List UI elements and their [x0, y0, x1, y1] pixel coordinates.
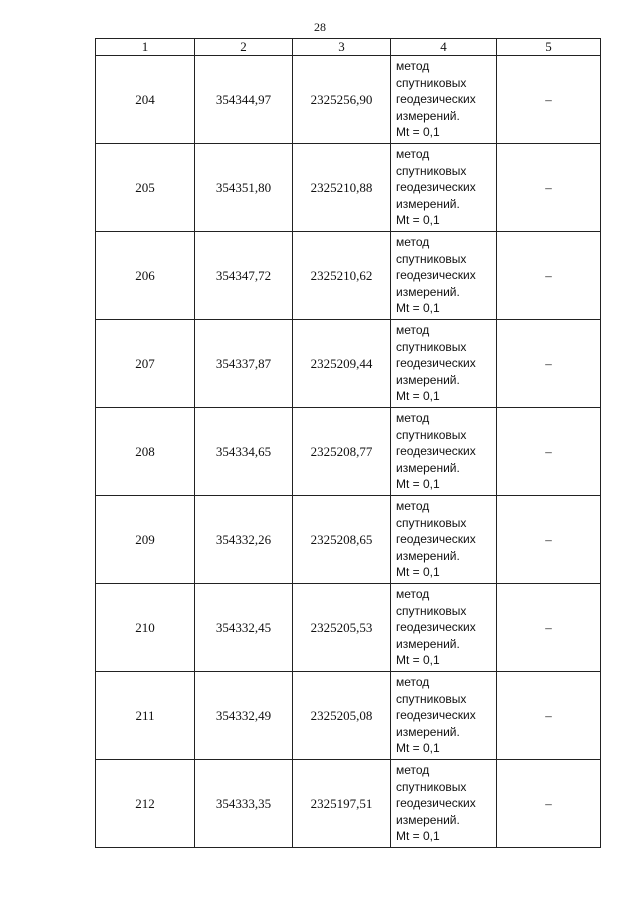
page-number: 28	[314, 20, 326, 34]
column-header: 2	[195, 39, 293, 56]
point-number-cell: 212	[96, 760, 195, 848]
y-coordinate-cell: 2325208,65	[293, 496, 391, 584]
method-line: метод	[396, 235, 430, 250]
method-line: метод	[396, 323, 430, 338]
note-cell: –	[497, 56, 601, 144]
method-cell	[391, 760, 497, 848]
method-line: спутниковых	[396, 691, 467, 706]
method-line: метод	[396, 499, 430, 514]
note-cell: –	[497, 320, 601, 408]
table-body	[96, 56, 601, 848]
coordinates-table	[95, 38, 601, 848]
note-cell: –	[497, 232, 601, 320]
method-line: геодезических	[396, 532, 476, 547]
method-line: спутниковых	[396, 427, 467, 442]
y-coordinate-cell: 2325256,90	[293, 56, 391, 144]
table-row	[96, 144, 601, 232]
x-coordinate-cell: 354337,87	[195, 320, 293, 408]
method-cell	[391, 672, 497, 760]
note-cell: –	[497, 760, 601, 848]
column-header: 5	[497, 39, 601, 56]
method-line: метод	[396, 587, 430, 602]
method-cell	[391, 584, 497, 672]
method-line: геодезических	[396, 180, 476, 195]
table-row	[96, 672, 601, 760]
method-line: измерений.	[396, 548, 460, 563]
method-line: спутниковых	[396, 779, 467, 794]
method-line: метод	[396, 763, 430, 778]
method-cell	[391, 144, 497, 232]
method-line: измерений.	[396, 636, 460, 651]
method-line: Mt = 0,1	[396, 653, 440, 668]
table-row	[96, 584, 601, 672]
method-line: измерений.	[396, 108, 460, 123]
y-coordinate-cell: 2325205,08	[293, 672, 391, 760]
method-line: измерений.	[396, 372, 460, 387]
method-line: Mt = 0,1	[396, 565, 440, 580]
method-line: метод	[396, 411, 430, 426]
y-coordinate-cell: 2325205,53	[293, 584, 391, 672]
method-line: Mt = 0,1	[396, 301, 440, 316]
method-line: метод	[396, 675, 430, 690]
point-number-cell: 205	[96, 144, 195, 232]
column-header: 1	[96, 39, 195, 56]
point-number-cell: 210	[96, 584, 195, 672]
method-line: спутниковых	[396, 515, 467, 530]
table-row	[96, 56, 601, 144]
y-coordinate-cell: 2325210,88	[293, 144, 391, 232]
note-cell: –	[497, 144, 601, 232]
method-line: геодезических	[396, 92, 476, 107]
method-line: геодезических	[396, 708, 476, 723]
y-coordinate-cell: 2325208,77	[293, 408, 391, 496]
table-row	[96, 760, 601, 848]
y-coordinate-cell: 2325209,44	[293, 320, 391, 408]
table-row	[96, 408, 601, 496]
method-cell	[391, 408, 497, 496]
point-number-cell: 207	[96, 320, 195, 408]
method-cell	[391, 56, 497, 144]
column-header: 3	[293, 39, 391, 56]
method-line: Mt = 0,1	[396, 213, 440, 228]
x-coordinate-cell: 354332,49	[195, 672, 293, 760]
method-line: Mt = 0,1	[396, 829, 440, 844]
x-coordinate-cell: 354332,45	[195, 584, 293, 672]
point-number-cell: 208	[96, 408, 195, 496]
point-number-cell: 204	[96, 56, 195, 144]
y-coordinate-cell: 2325197,51	[293, 760, 391, 848]
method-line: Mt = 0,1	[396, 389, 440, 404]
method-line: геодезических	[396, 268, 476, 283]
point-number-cell: 209	[96, 496, 195, 584]
method-line: спутниковых	[396, 75, 467, 90]
header-row	[96, 39, 601, 56]
method-line: измерений.	[396, 284, 460, 299]
x-coordinate-cell: 354347,72	[195, 232, 293, 320]
table-row	[96, 232, 601, 320]
table-row	[96, 496, 601, 584]
method-line: метод	[396, 147, 430, 162]
method-line: измерений.	[396, 196, 460, 211]
x-coordinate-cell: 354344,97	[195, 56, 293, 144]
x-coordinate-cell: 354334,65	[195, 408, 293, 496]
x-coordinate-cell: 354333,35	[195, 760, 293, 848]
x-coordinate-cell: 354351,80	[195, 144, 293, 232]
method-line: метод	[396, 59, 430, 74]
method-line: спутниковых	[396, 339, 467, 354]
method-line: измерений.	[396, 724, 460, 739]
method-cell	[391, 232, 497, 320]
column-header: 4	[391, 39, 497, 56]
y-coordinate-cell: 2325210,62	[293, 232, 391, 320]
method-line: измерений.	[396, 460, 460, 475]
x-coordinate-cell: 354332,26	[195, 496, 293, 584]
method-line: спутниковых	[396, 251, 467, 266]
method-line: измерений.	[396, 812, 460, 827]
method-line: геодезических	[396, 796, 476, 811]
method-line: геодезических	[396, 620, 476, 635]
method-line: спутниковых	[396, 603, 467, 618]
note-cell: –	[497, 408, 601, 496]
point-number-cell: 206	[96, 232, 195, 320]
table-row	[96, 320, 601, 408]
method-line: геодезических	[396, 444, 476, 459]
method-line: спутниковых	[396, 163, 467, 178]
note-cell: –	[497, 672, 601, 760]
method-line: Mt = 0,1	[396, 477, 440, 492]
method-line: Mt = 0,1	[396, 741, 440, 756]
method-cell	[391, 320, 497, 408]
method-cell	[391, 496, 497, 584]
method-line: Mt = 0,1	[396, 125, 440, 140]
point-number-cell: 211	[96, 672, 195, 760]
note-cell: –	[497, 496, 601, 584]
method-line: геодезических	[396, 356, 476, 371]
note-cell: –	[497, 584, 601, 672]
